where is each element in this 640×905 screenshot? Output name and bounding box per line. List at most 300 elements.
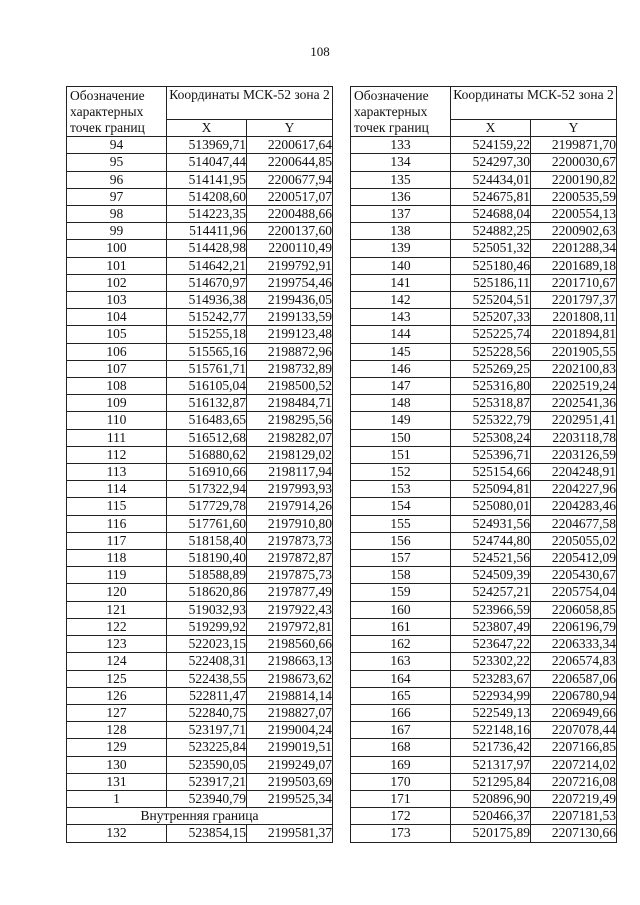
x-coordinate-cell: 525322,79 [451,412,531,429]
table-row [67,618,333,635]
point-id-cell: 99 [67,223,167,240]
table-row [351,653,617,670]
point-id-cell: 133 [351,137,451,154]
table-row [67,223,333,240]
table-row [67,481,333,498]
x-coordinate-cell: 513969,71 [167,137,247,154]
x-coordinate-cell: 525180,46 [451,257,531,274]
point-id-cell: 166 [351,704,451,721]
y-coordinate-cell: 2202541,36 [531,395,617,412]
y-coordinate-cell: 2199525,34 [247,790,333,807]
x-coordinate-cell: 515761,71 [167,360,247,377]
y-coordinate-cell: 2199133,59 [247,309,333,326]
point-id-cell: 138 [351,223,451,240]
y-coordinate-cell: 2202519,24 [531,378,617,395]
x-coordinate-cell: 515565,16 [167,343,247,360]
table-row [351,498,617,515]
point-label-header: Обозначение характерных точек границ [67,87,167,137]
x-coordinate-cell: 523940,79 [167,790,247,807]
y-coordinate-cell: 2200902,63 [531,223,617,240]
x-coordinate-cell: 514141,95 [167,171,247,188]
x-coordinate-cell: 514642,21 [167,257,247,274]
table-row [351,722,617,739]
table-row [351,739,617,756]
y-coordinate-cell: 2200137,60 [247,223,333,240]
y-coordinate-cell: 2200110,49 [247,240,333,257]
table-row [351,240,617,257]
table-row [351,670,617,687]
table-row [67,584,333,601]
y-coordinate-cell: 2203118,78 [531,429,617,446]
table-row [67,601,333,618]
x-coordinate-cell: 524159,22 [451,137,531,154]
point-id-cell: 1 [67,790,167,807]
table-row [67,171,333,188]
point-id-cell: 104 [67,309,167,326]
x-coordinate-cell: 516483,65 [167,412,247,429]
table-row [67,687,333,704]
table-row [351,567,617,584]
point-id-cell: 102 [67,274,167,291]
x-coordinate-cell: 522438,55 [167,670,247,687]
inner-boundary-row [67,808,333,825]
table-row [351,274,617,291]
table-row [351,790,617,807]
x-coordinate-cell: 516910,66 [167,464,247,481]
y-coordinate-cell: 2206949,66 [531,704,617,721]
point-id-cell: 117 [67,532,167,549]
x-coordinate-cell: 518620,86 [167,584,247,601]
table-row [67,154,333,171]
table-row [351,429,617,446]
point-id-cell: 144 [351,326,451,343]
x-coordinate-cell: 525269,25 [451,360,531,377]
point-id-cell: 134 [351,154,451,171]
point-id-cell: 106 [67,343,167,360]
point-id-cell: 171 [351,790,451,807]
x-coordinate-cell: 520896,90 [451,790,531,807]
table-row [67,412,333,429]
x-coordinate-cell: 525396,71 [451,446,531,463]
y-coordinate-cell: 2198827,07 [247,704,333,721]
table-row [351,481,617,498]
x-coordinate-cell: 525154,66 [451,464,531,481]
x-coordinate-cell: 525318,87 [451,395,531,412]
table-row [67,309,333,326]
x-coordinate-cell: 514223,35 [167,206,247,223]
coordinate-system-header: Координаты МСК-52 зона 2 [451,87,617,120]
point-id-cell: 146 [351,360,451,377]
point-id-cell: 167 [351,722,451,739]
point-id-cell: 172 [351,808,451,825]
y-coordinate-cell: 2201288,34 [531,240,617,257]
table-row [351,464,617,481]
y-coordinate-cell: 2198500,52 [247,378,333,395]
point-id-cell: 158 [351,567,451,584]
point-id-cell: 129 [67,739,167,756]
x-coordinate-cell: 524744,80 [451,532,531,549]
y-coordinate-cell: 2198814,14 [247,687,333,704]
y-coordinate-cell: 2198129,02 [247,446,333,463]
point-id-cell: 114 [67,481,167,498]
point-id-cell: 100 [67,240,167,257]
x-coordinate-cell: 523807,49 [451,618,531,635]
point-id-cell: 150 [351,429,451,446]
x-coordinate-cell: 521317,97 [451,756,531,773]
table-row [67,360,333,377]
y-coordinate-cell: 2206333,34 [531,636,617,653]
point-id-cell: 94 [67,137,167,154]
x-coordinate-cell: 518588,89 [167,567,247,584]
table-row [67,670,333,687]
y-coordinate-cell: 2205055,02 [531,532,617,549]
x-coordinate-cell: 525308,24 [451,429,531,446]
y-coordinate-cell: 2197972,81 [247,618,333,635]
y-coordinate-cell: 2199871,70 [531,137,617,154]
x-coordinate-cell: 523225,84 [167,739,247,756]
point-id-cell: 95 [67,154,167,171]
point-id-cell: 136 [351,188,451,205]
table-row [351,532,617,549]
point-id-cell: 110 [67,412,167,429]
x-coordinate-cell: 523197,71 [167,722,247,739]
table-row [67,567,333,584]
x-coordinate-cell: 520175,89 [451,825,531,842]
table-row [351,326,617,343]
table-row [351,808,617,825]
point-id-cell: 141 [351,274,451,291]
table-row [351,292,617,309]
point-id-cell: 120 [67,584,167,601]
table-row [67,756,333,773]
point-label-header: Обозначение характерных точек границ [351,87,451,137]
table-row [351,446,617,463]
y-coordinate-cell: 2199019,51 [247,739,333,756]
point-id-cell: 97 [67,188,167,205]
y-coordinate-cell: 2206196,79 [531,618,617,635]
inner-boundary-label: Внутренняя граница [67,808,333,825]
table-row [67,274,333,291]
point-id-cell: 173 [351,825,451,842]
x-coordinate-cell: 516132,87 [167,395,247,412]
point-id-cell: 145 [351,343,451,360]
table-row [351,584,617,601]
page-number: 108 [310,44,330,59]
x-coordinate-cell: 514208,60 [167,188,247,205]
point-id-cell: 135 [351,171,451,188]
y-coordinate-cell: 2198117,94 [247,464,333,481]
table-row [67,498,333,515]
point-id-cell: 121 [67,601,167,618]
x-coordinate-cell: 523854,15 [167,825,247,842]
x-coordinate-cell: 524688,04 [451,206,531,223]
table-row [67,532,333,549]
y-coordinate-cell: 2197922,43 [247,601,333,618]
y-coordinate-cell: 2198732,89 [247,360,333,377]
y-coordinate-cell: 2197910,80 [247,515,333,532]
y-coordinate-cell: 2200030,67 [531,154,617,171]
point-id-cell: 131 [67,773,167,790]
y-column-header: Y [531,120,617,137]
point-id-cell: 168 [351,739,451,756]
y-coordinate-cell: 2207216,08 [531,773,617,790]
table-row [351,206,617,223]
coordinates-table-right [350,86,617,843]
x-coordinate-cell: 525225,74 [451,326,531,343]
table-row [351,343,617,360]
point-id-cell: 155 [351,515,451,532]
x-coordinate-cell: 517322,94 [167,481,247,498]
x-coordinate-cell: 517761,60 [167,515,247,532]
point-id-cell: 142 [351,292,451,309]
table-row [351,618,617,635]
y-coordinate-cell: 2199754,46 [247,274,333,291]
y-coordinate-cell: 2204677,58 [531,515,617,532]
point-id-cell: 118 [67,550,167,567]
x-coordinate-cell: 525094,81 [451,481,531,498]
x-coordinate-cell: 523966,59 [451,601,531,618]
y-coordinate-cell: 2200535,59 [531,188,617,205]
x-coordinate-cell: 514670,97 [167,274,247,291]
x-coordinate-cell: 524521,56 [451,550,531,567]
y-coordinate-cell: 2206058,85 [531,601,617,618]
point-id-cell: 170 [351,773,451,790]
table-row [351,825,617,842]
table-row [67,137,333,154]
y-coordinate-cell: 2198295,56 [247,412,333,429]
y-coordinate-cell: 2198560,66 [247,636,333,653]
x-coordinate-cell: 516105,04 [167,378,247,395]
point-id-cell: 105 [67,326,167,343]
y-coordinate-cell: 2200190,82 [531,171,617,188]
point-id-cell: 162 [351,636,451,653]
point-id-cell: 139 [351,240,451,257]
y-coordinate-cell: 2206587,06 [531,670,617,687]
x-coordinate-cell: 516880,62 [167,446,247,463]
point-id-cell: 124 [67,653,167,670]
y-coordinate-cell: 2201905,55 [531,343,617,360]
table-row [67,395,333,412]
y-coordinate-cell: 2200488,66 [247,206,333,223]
point-id-cell: 148 [351,395,451,412]
point-id-cell: 98 [67,206,167,223]
y-coordinate-cell: 2199792,91 [247,257,333,274]
y-coordinate-cell: 2197875,73 [247,567,333,584]
x-coordinate-cell: 518190,40 [167,550,247,567]
point-id-cell: 153 [351,481,451,498]
x-coordinate-cell: 517729,78 [167,498,247,515]
table-row [351,601,617,618]
table-row [67,464,333,481]
point-id-cell: 143 [351,309,451,326]
y-coordinate-cell: 2198673,62 [247,670,333,687]
x-coordinate-cell: 522549,13 [451,704,531,721]
y-coordinate-cell: 2205754,04 [531,584,617,601]
table-row [67,653,333,670]
y-coordinate-cell: 2207219,49 [531,790,617,807]
table-row [67,515,333,532]
point-id-cell: 127 [67,704,167,721]
point-id-cell: 103 [67,292,167,309]
table-row [67,257,333,274]
coordinates-table-left [66,86,333,843]
x-coordinate-cell: 525204,51 [451,292,531,309]
table-row [67,292,333,309]
table-row [351,687,617,704]
x-coordinate-cell: 522023,15 [167,636,247,653]
table-row [67,704,333,721]
point-id-cell: 108 [67,378,167,395]
table-row [67,188,333,205]
point-id-cell: 151 [351,446,451,463]
point-id-cell: 147 [351,378,451,395]
x-coordinate-cell: 524257,21 [451,584,531,601]
table-row [67,429,333,446]
point-id-cell: 109 [67,395,167,412]
y-coordinate-cell: 2206780,94 [531,687,617,704]
x-coordinate-cell: 525228,56 [451,343,531,360]
table-row [351,309,617,326]
y-coordinate-cell: 2199436,05 [247,292,333,309]
y-coordinate-cell: 2207166,85 [531,739,617,756]
y-coordinate-cell: 2207214,02 [531,756,617,773]
x-coordinate-cell: 515255,18 [167,326,247,343]
y-coordinate-cell: 2199004,24 [247,722,333,739]
point-id-cell: 154 [351,498,451,515]
y-coordinate-cell: 2201710,67 [531,274,617,291]
x-coordinate-cell: 524931,56 [451,515,531,532]
x-coordinate-cell: 520466,37 [451,808,531,825]
point-id-cell: 157 [351,550,451,567]
y-coordinate-cell: 2204283,46 [531,498,617,515]
y-coordinate-cell: 2203126,59 [531,446,617,463]
y-coordinate-cell: 2199503,69 [247,773,333,790]
table-row [67,773,333,790]
y-column-header: Y [247,120,333,137]
y-coordinate-cell: 2207181,53 [531,808,617,825]
x-coordinate-cell: 515242,77 [167,309,247,326]
point-id-cell: 119 [67,567,167,584]
table-row [351,378,617,395]
y-coordinate-cell: 2199581,37 [247,825,333,842]
right-table-body [351,137,617,842]
table-row [67,636,333,653]
table-row [67,206,333,223]
y-coordinate-cell: 2200644,85 [247,154,333,171]
x-coordinate-cell: 516512,68 [167,429,247,446]
y-coordinate-cell: 2198484,71 [247,395,333,412]
table-row [351,223,617,240]
table-row [351,360,617,377]
table-row [67,739,333,756]
x-coordinate-cell: 514047,44 [167,154,247,171]
table-row [67,446,333,463]
point-id-cell: 140 [351,257,451,274]
y-coordinate-cell: 2201689,18 [531,257,617,274]
y-coordinate-cell: 2205430,67 [531,567,617,584]
x-coordinate-cell: 524509,39 [451,567,531,584]
y-coordinate-cell: 2201797,37 [531,292,617,309]
point-id-cell: 137 [351,206,451,223]
point-id-cell: 161 [351,618,451,635]
x-coordinate-cell: 514936,38 [167,292,247,309]
point-id-cell: 126 [67,687,167,704]
x-coordinate-cell: 521295,84 [451,773,531,790]
point-id-cell: 125 [67,670,167,687]
x-coordinate-cell: 522148,16 [451,722,531,739]
table-row [67,326,333,343]
table-row [67,722,333,739]
y-coordinate-cell: 2199123,48 [247,326,333,343]
y-coordinate-cell: 2198663,13 [247,653,333,670]
table-row [351,550,617,567]
point-id-cell: 159 [351,584,451,601]
table-row [351,188,617,205]
left-table-body [67,137,333,842]
x-coordinate-cell: 522840,75 [167,704,247,721]
x-coordinate-cell: 525207,33 [451,309,531,326]
point-id-cell: 107 [67,360,167,377]
point-id-cell: 116 [67,515,167,532]
y-coordinate-cell: 2197993,93 [247,481,333,498]
point-id-cell: 111 [67,429,167,446]
y-coordinate-cell: 2205412,09 [531,550,617,567]
x-coordinate-cell: 523917,21 [167,773,247,790]
y-coordinate-cell: 2204248,91 [531,464,617,481]
y-coordinate-cell: 2198872,96 [247,343,333,360]
y-coordinate-cell: 2200517,07 [247,188,333,205]
x-coordinate-cell: 518158,40 [167,532,247,549]
point-id-cell: 169 [351,756,451,773]
table-row [351,515,617,532]
x-column-header: X [167,120,247,137]
point-id-cell: 132 [67,825,167,842]
y-coordinate-cell: 2200554,13 [531,206,617,223]
y-coordinate-cell: 2200617,64 [247,137,333,154]
y-coordinate-cell: 2197873,73 [247,532,333,549]
x-coordinate-cell: 524434,01 [451,171,531,188]
table-row [351,773,617,790]
x-coordinate-cell: 525051,32 [451,240,531,257]
x-coordinate-cell: 525080,01 [451,498,531,515]
point-id-cell: 128 [67,722,167,739]
table-row [67,343,333,360]
table-row [67,240,333,257]
point-id-cell: 101 [67,257,167,274]
point-id-cell: 113 [67,464,167,481]
table-row [351,137,617,154]
y-coordinate-cell: 2201894,81 [531,326,617,343]
table-row [351,756,617,773]
table-row [351,154,617,171]
point-id-cell: 164 [351,670,451,687]
y-coordinate-cell: 2197877,49 [247,584,333,601]
table-row [351,257,617,274]
y-coordinate-cell: 2204227,96 [531,481,617,498]
x-coordinate-cell: 519299,92 [167,618,247,635]
point-id-cell: 96 [67,171,167,188]
point-id-cell: 156 [351,532,451,549]
x-coordinate-cell: 522934,99 [451,687,531,704]
x-coordinate-cell: 522811,47 [167,687,247,704]
x-coordinate-cell: 523302,22 [451,653,531,670]
table-row [67,790,333,807]
point-id-cell: 163 [351,653,451,670]
y-coordinate-cell: 2201808,11 [531,309,617,326]
point-id-cell: 160 [351,601,451,618]
y-coordinate-cell: 2207130,66 [531,825,617,842]
x-coordinate-cell: 524882,25 [451,223,531,240]
